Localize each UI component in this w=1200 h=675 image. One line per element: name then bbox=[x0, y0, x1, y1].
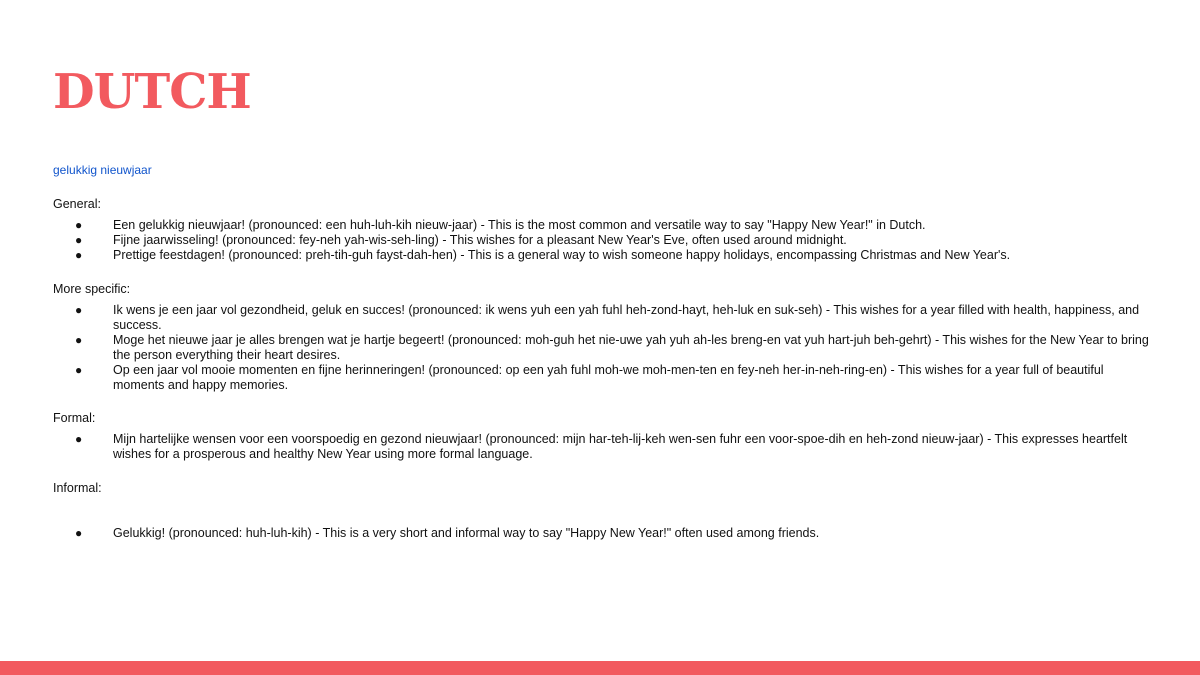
list-item bbox=[53, 363, 1153, 393]
bullet-icon: ● bbox=[75, 333, 83, 347]
bullet-icon: ● bbox=[75, 432, 83, 446]
bullet-icon: ● bbox=[75, 218, 83, 232]
list-item bbox=[53, 218, 1153, 233]
bottom-accent-bar bbox=[0, 661, 1200, 675]
list-item-text: Ik wens je een jaar vol gezondheid, geluk en succes! (pronounced: ik wens yuh een yah fuhl heh-zond-hayt, heh-luk en suk-seh) - This wishes for a year filled with health, happiness, and success. bbox=[113, 303, 1140, 332]
section-label-formal: Formal: bbox=[53, 411, 96, 425]
list-item-text: Fijne jaarwisseling! (pronounced: fey-neh yah-wis-seh-ling) - This wishes for a pleasant New Year's Eve, often used around midnight. bbox=[113, 233, 847, 247]
list-item bbox=[53, 333, 1153, 363]
list-item bbox=[53, 248, 1153, 263]
list-general bbox=[53, 218, 1153, 263]
slide-title: DUTCH bbox=[53, 64, 251, 120]
list-item bbox=[53, 233, 1153, 248]
list-item-text: Prettige feestdagen! (pronounced: preh-tih-guh fayst-dah-hen) - This is a general way to wish someone happy holidays, encompassing Christmas and New Year's. bbox=[113, 248, 1011, 262]
list-more-specific bbox=[53, 303, 1153, 393]
list-item-text: Op een jaar vol mooie momenten en fijne herinneringen! (pronounced: op een yah fuhl moh-we moh-men-ten en fey-neh her-in-neh-ring-en) - This wishes for a year full of beautiful moments and happy memories. bbox=[113, 363, 1104, 392]
list-item-text: Moge het nieuwe jaar je alles brengen wat je hartje begeert! (pronounced: moh-guh het nie-uwe yah yuh ah-les breng-en vat yuh hart-juh beh-gehrt) - This wishes for the New Year to bring the person everything their heart desires. bbox=[113, 333, 1149, 362]
list-item bbox=[53, 303, 1153, 333]
list-formal bbox=[53, 432, 1153, 462]
bullet-icon: ● bbox=[75, 248, 83, 262]
list-item-text: Gelukkig! (pronounced: huh-luh-kih) - This is a very short and informal way to say "Happy New Year!" often used among friends. bbox=[113, 526, 820, 540]
section-label-general: General: bbox=[53, 197, 101, 211]
section-label-informal: Informal: bbox=[53, 481, 102, 495]
subtitle-link[interactable]: gelukkig nieuwjaar bbox=[53, 163, 152, 177]
list-item bbox=[53, 526, 1153, 541]
list-item-text: Mijn hartelijke wensen voor een voorspoedig en gezond nieuwjaar! (pronounced: mijn har-teh-lij-keh wen-sen fuhr een voor-spoe-dih en heh-zond nieuw-jaar) - This expresses heartfelt wishes for a prosperous and healthy New Year using more formal language. bbox=[113, 432, 1128, 461]
slide-content bbox=[53, 163, 1153, 541]
bullet-icon: ● bbox=[75, 363, 83, 377]
list-item bbox=[53, 432, 1153, 462]
list-item-text: Een gelukkig nieuwjaar! (pronounced: een huh-luh-kih nieuw-jaar) - This is the most common and versatile way to say "Happy New Year!" in Dutch. bbox=[113, 218, 926, 232]
bullet-icon: ● bbox=[75, 303, 83, 317]
section-label-more-specific: More specific: bbox=[53, 282, 131, 296]
list-informal bbox=[53, 526, 1153, 541]
bullet-icon: ● bbox=[75, 526, 83, 540]
bullet-icon: ● bbox=[75, 233, 83, 247]
